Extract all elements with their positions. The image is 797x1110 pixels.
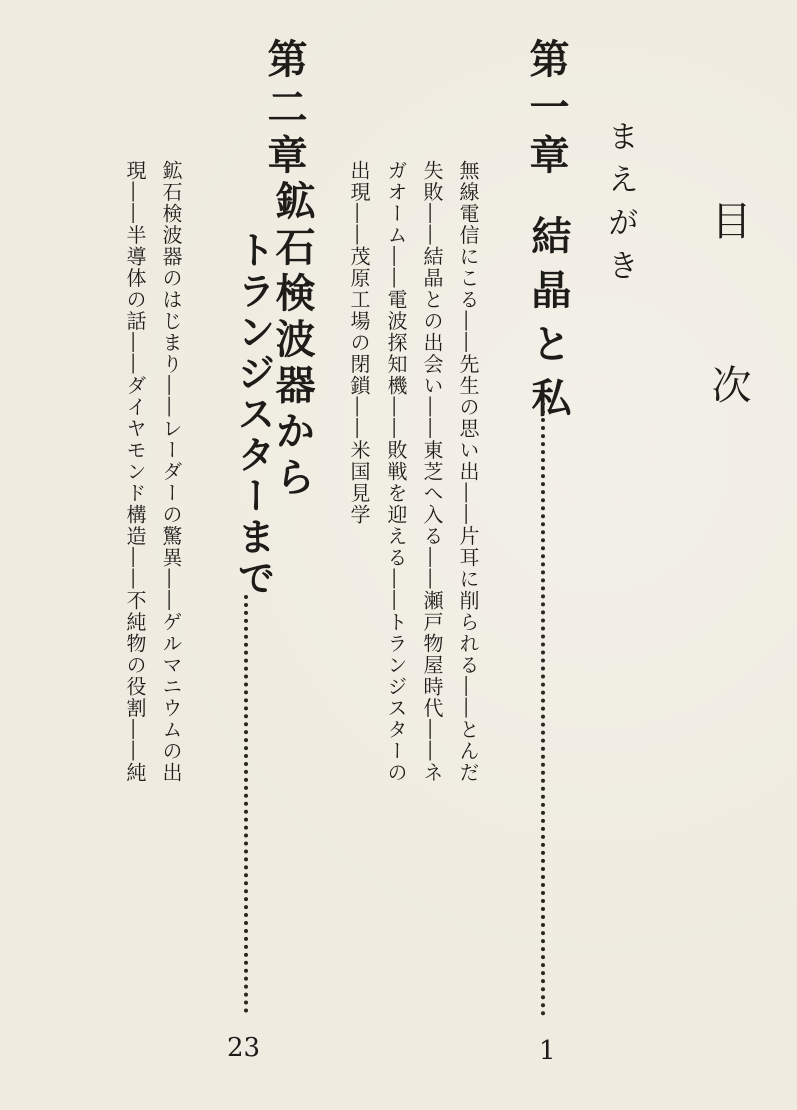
chapter-2-number[interactable]: 第二章 bbox=[261, 38, 308, 182]
chapter-2-page-number: 23 bbox=[227, 1033, 261, 1063]
chapter-2-title[interactable]: 鉱石検波器から bbox=[269, 180, 316, 502]
toc-title: 目 次 bbox=[705, 200, 751, 446]
chapter-2-detail-line: 現――半導体の話――ダイヤモンド構造――不純物の役割――純 bbox=[123, 160, 147, 784]
chapter-1-number[interactable]: 第一章 bbox=[523, 38, 570, 182]
chapter-1-leader-dots bbox=[541, 402, 549, 1016]
chapter-2-leader-dots bbox=[244, 595, 252, 1013]
chapter-1-page-number: 1 bbox=[539, 1036, 556, 1066]
chapter-2-subtitle[interactable]: トランジスターまで bbox=[231, 230, 276, 599]
chapter-1-detail-line: 無線電信にこる――先生の思い出――片耳に削られる――とんだ bbox=[456, 160, 480, 784]
chapter-1-detail-line: ガオーム――電波探知機――敗戦を迎える――トランジスターの bbox=[384, 160, 408, 784]
chapter-1-detail-line: 失敗――結晶との出会い――東芝へ入る――瀬戸物屋時代――ネ bbox=[420, 160, 444, 784]
chapter-2-detail-line: 鉱石検波器のはじまり――レーダーの驚異――ゲルマニウムの出 bbox=[159, 160, 183, 784]
chapter-1-title[interactable]: 結晶と私 bbox=[525, 215, 572, 431]
bleed-through-texture bbox=[740, 30, 797, 1030]
chapter-1-detail-line: 出現――茂原工場の閉鎖――米国見学 bbox=[347, 160, 371, 526]
preface-entry[interactable]: まえがき bbox=[602, 120, 638, 292]
